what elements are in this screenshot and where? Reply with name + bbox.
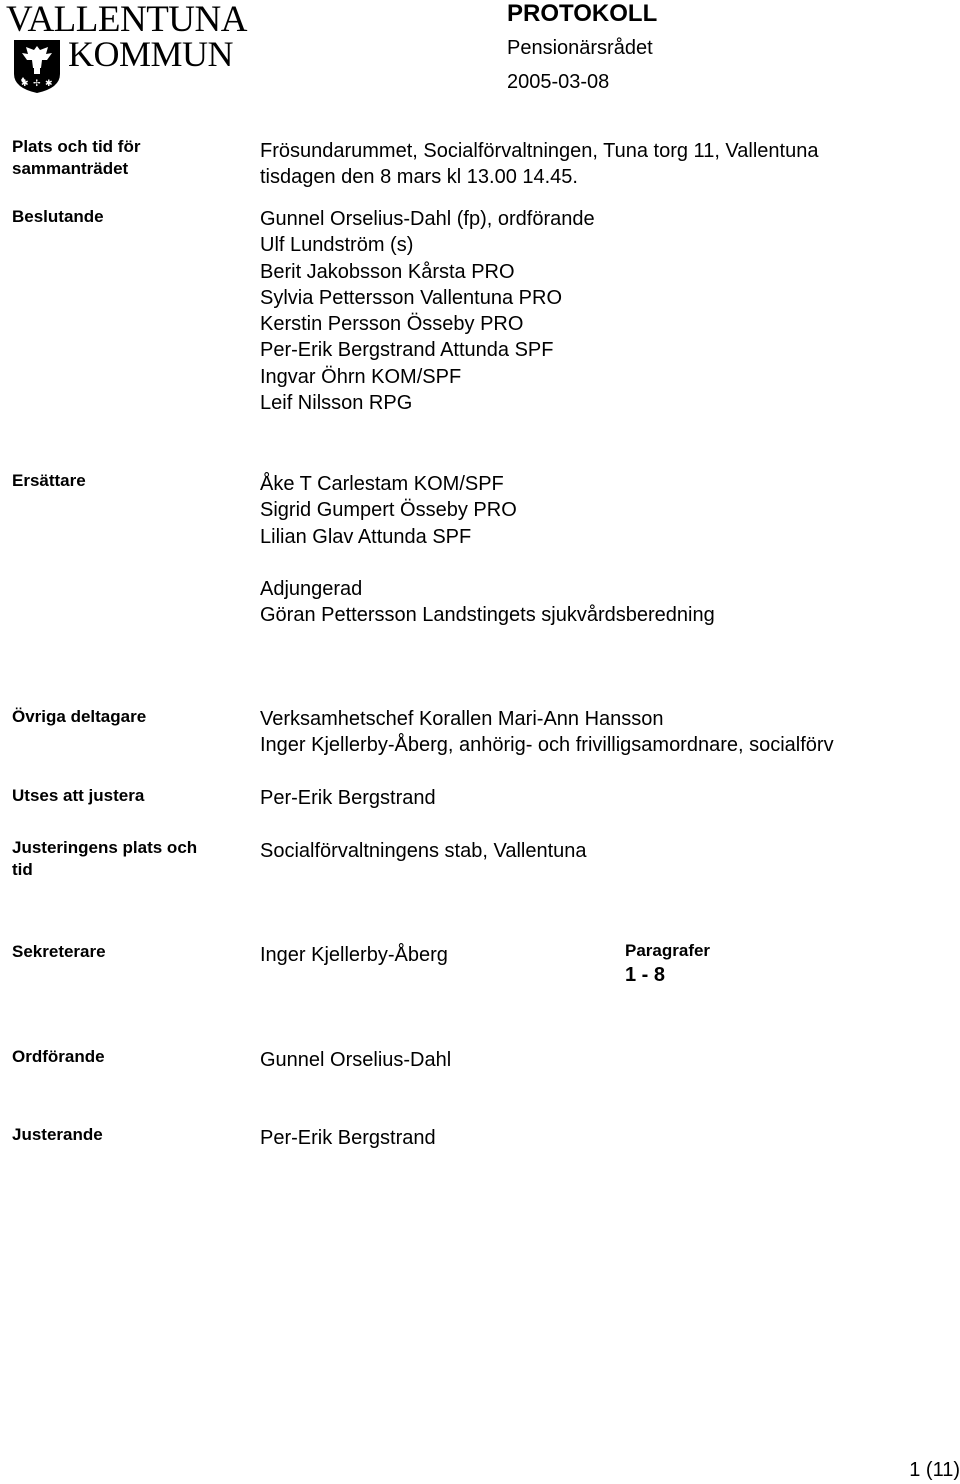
paragrafer-label: Paragrafer	[625, 941, 711, 960]
ordforande-value: Gunnel Orselius-Dahl	[260, 1049, 452, 1071]
label-beslutande: Beslutande	[12, 207, 104, 226]
beslutande-member: Leif Nilsson RPG	[260, 392, 413, 415]
page-number: 1 (11)	[909, 1459, 960, 1481]
ovriga-participant: Verksamhetschef Korallen Mari-Ann Hansson	[260, 708, 664, 730]
paragrafer-value: 1 - 8	[625, 964, 666, 986]
crest-icon	[12, 38, 62, 94]
beslutande-member: Sylvia Pettersson Vallentuna PRO	[260, 286, 563, 309]
beslutande-member: Ingvar Öhrn KOM/SPF	[260, 365, 462, 388]
beslutande-member: Gunnel Orselius-Dahl (fp), ordförande	[260, 208, 595, 230]
document-header	[507, 0, 657, 94]
content-ordforande	[260, 1047, 950, 1073]
content-plats	[260, 138, 950, 191]
content-ovriga	[260, 706, 950, 759]
document-title: PROTOKOLL	[507, 0, 658, 27]
content-ersattare	[260, 471, 950, 550]
logo-text-line2: KOMMUN	[68, 34, 234, 74]
adjungerad-member: Göran Pettersson Landstingets sjukvårdsberedning	[260, 604, 715, 627]
svg-text:✱: ✱	[21, 79, 29, 89]
plats-line: tisdagen den 8 mars kl 13.00 14.45.	[260, 166, 578, 189]
beslutande-member: Ulf Lundström (s)	[260, 234, 414, 257]
svg-text:✢: ✢	[33, 79, 41, 89]
label-ovriga: Övriga deltagare	[12, 707, 147, 726]
content-adjungerad	[260, 576, 950, 629]
justeringens-value: Socialförvaltningens stab, Vallentuna	[260, 840, 587, 862]
beslutande-member: Berit Jakobsson Kårsta PRO	[260, 260, 515, 283]
beslutande-member: Per-Erik Bergstrand Attunda SPF	[260, 339, 554, 362]
justerande-value: Per-Erik Bergstrand	[260, 1127, 436, 1149]
label-plats: Plats och tid för sammanträdet	[12, 137, 141, 178]
sekreterare-value: Inger Kjellerby-Åberg	[260, 944, 448, 966]
content-utses	[260, 785, 950, 811]
svg-text:✱: ✱	[45, 79, 53, 89]
municipality-logo	[0, 0, 250, 96]
label-ordforande: Ordförande	[12, 1047, 105, 1066]
label-sekreterare: Sekreterare	[12, 942, 106, 961]
ersattare-member: Sigrid Gumpert Össeby PRO	[260, 499, 517, 522]
logo-text-line1: VALLENTUNA	[6, 0, 247, 40]
adjungerad-label: Adjungerad	[260, 578, 363, 600]
label-justerande: Justerande	[12, 1125, 103, 1144]
label-ersattare: Ersättare	[12, 471, 86, 490]
ersattare-member: Åke T Carlestam KOM/SPF	[260, 473, 504, 495]
content-beslutande	[260, 206, 950, 416]
document-date: 2005-03-08	[507, 71, 610, 93]
label-justeringens: Justeringens plats och tid	[12, 838, 198, 879]
content-justerande	[260, 1125, 950, 1151]
document-body-name: Pensionärsrådet	[507, 37, 653, 59]
ovriga-participant: Inger Kjellerby-Åberg, anhörig- och frivilligsamordnare, socialförv	[260, 734, 834, 757]
label-utses: Utses att justera	[12, 786, 145, 805]
beslutande-member: Kerstin Persson Össeby PRO	[260, 313, 524, 336]
content-justeringens	[260, 838, 950, 864]
ersattare-member: Lilian Glav Attunda SPF	[260, 525, 472, 548]
content-sekreterare	[260, 942, 600, 968]
utses-value: Per-Erik Bergstrand	[260, 787, 436, 809]
plats-line: Frösundarummet, Socialförvaltningen, Tuna torg 11, Vallentuna	[260, 140, 819, 162]
